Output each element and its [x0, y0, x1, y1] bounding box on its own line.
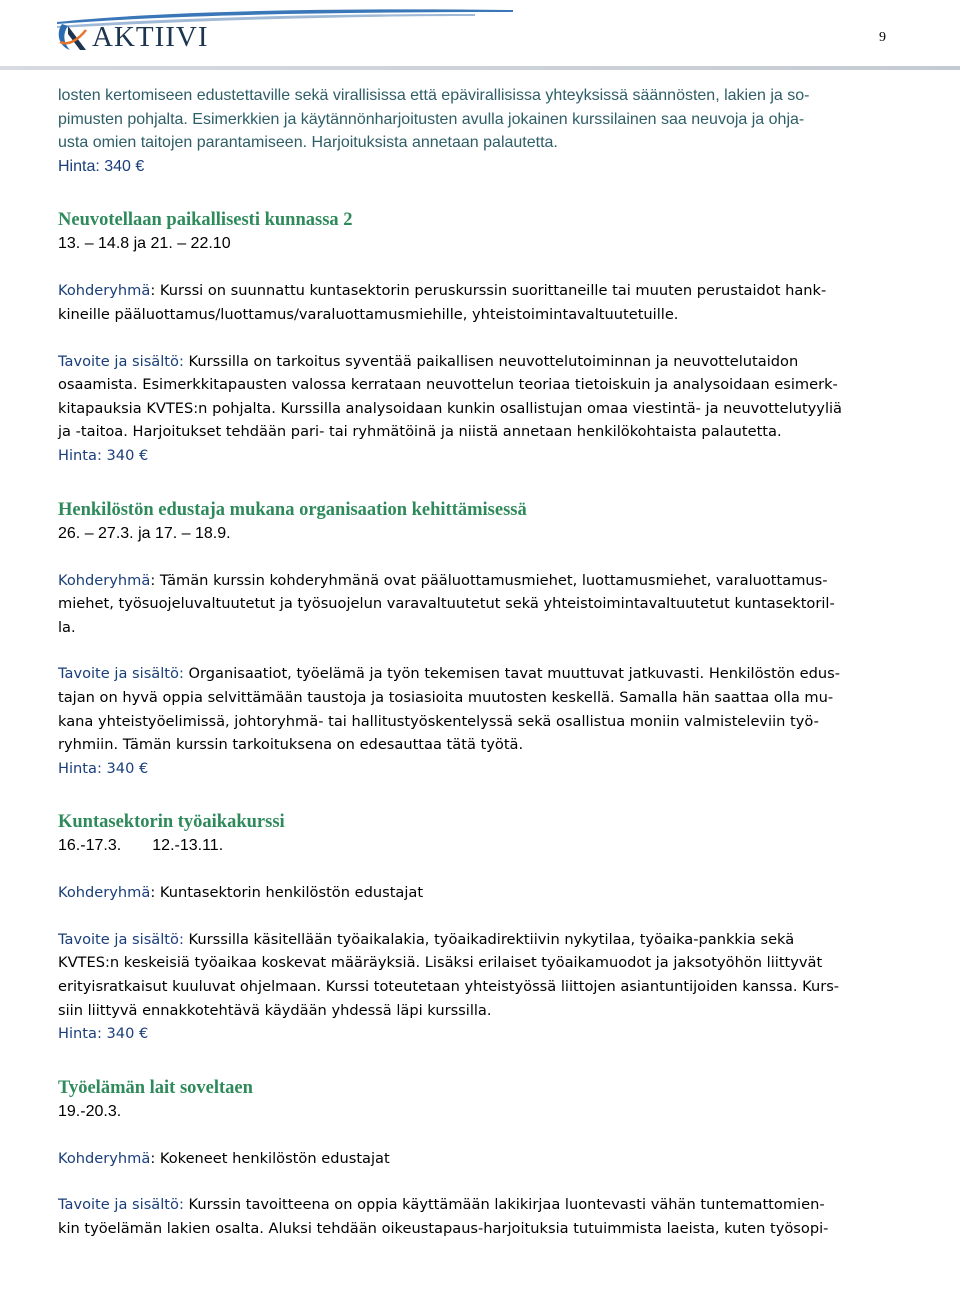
goal-line: erityisratkaisut kuuluvat ohjelmaan. Kurssi toteutetaan yhteistyössä liittojen asiantuntijoiden kanssa. Kurs- [58, 978, 840, 996]
goal-line: osaamista. Esimerkkitapausten valossa kerrataan neuvottelun teoriaa tietoiskuin ja analysoidaan esimerk- [58, 376, 838, 394]
goal-line: ryhmiin. Tämän kurssin tarkoituksena on edesauttaa tätä työtä. [58, 736, 524, 754]
goal-label: Tavoite ja sisältö: [58, 930, 184, 948]
page-header [0, 0, 960, 80]
target-group: Kohderyhmä: Kurssi on suunnattu kuntasektorin peruskurssin suorittaneille tai muuten perustaidot hank- [58, 282, 827, 300]
section-heading: Työelämän lait soveltaen [58, 1077, 253, 1098]
goal-line: kin työelämän lakien osalta. Aluksi tehdään oikeustapaus-harjoituksia tutuimmista laeista, kuten työsopi- [58, 1220, 829, 1238]
section-heading: Henkilöstön edustaja mukana organisaation kehittämisessä [58, 499, 527, 520]
target-group-line: kineille pääluottamus/luottamus/varaluottamusmiehille, yhteistoimintavaltuutetuille. [58, 305, 679, 323]
goal-line: siin liittyvä ennakkotehtävä käydään yhdessä läpi kurssilla. [58, 1001, 492, 1019]
goal-content: Tavoite ja sisältö: Kurssilla käsitellään työaikalakia, työaikadirektiivin nykytilaa, työaika-pankkia sekä [58, 930, 795, 948]
goal-line: tajan on hyvä oppia selvittämään taustoja ja tosiasioita muutosten keskellä. Samalla hän saattaa olla mu- [58, 688, 834, 706]
goal-content: Tavoite ja sisältö: Organisaatiot, työelämä ja työn tekemisen tavat muuttuvat jatkuvasti. Henkilöstön edus- [58, 665, 841, 683]
price-text: Hinta: 340 € [58, 759, 149, 777]
section-heading: Neuvotellaan paikallisesti kunnassa 2 [58, 210, 353, 231]
goal-content: Tavoite ja sisältö: Kurssin tavoitteena on oppia käyttämään lakikirjaa luontevasti vähän tuntemattomien- [58, 1196, 825, 1214]
goal-line: kitapauksia KVTES:n pohjalta. Kurssilla analysoidaan kunkin osallistujan omaa viestintä- ja neuvottelutyyliä [58, 399, 842, 417]
intro-line: usta omien taitojen parantamiseen. Harjoituksista annetaan palautetta. [58, 134, 558, 152]
page-content [58, 84, 908, 1241]
goal-label: Tavoite ja sisältö: [58, 352, 184, 370]
page-number: 9 [879, 30, 886, 45]
price-text: Hinta: 340 € [58, 157, 145, 175]
target-group: Kohderyhmä: Kuntasektorin henkilöstön edustajat [58, 884, 424, 902]
goal-label: Tavoite ja sisältö: [58, 665, 184, 683]
section-heading: Kuntasektorin työaikakurssi [58, 812, 285, 833]
target-group-line: miehet, työsuojeluvaltuutetut ja työsuojelun varavaltuutetut sekä yhteistoimintavaltuutetut kuntasektoril- [58, 595, 835, 613]
intro-line: pimusten pohjalta. Esimerkkien ja käytännönharjoitusten avulla jokainen kurssilainen saa neuvoja ja ohja- [58, 110, 805, 128]
course-dates: 16.-17.3. 12.-13.11. [58, 837, 224, 855]
course-dates: 26. – 27.3. ja 17. – 18.9. [58, 524, 231, 542]
header-divider [0, 66, 960, 70]
target-label: Kohderyhmä [58, 571, 151, 589]
target-group-line: la. [58, 618, 76, 636]
target-group: Kohderyhmä: Kokeneet henkilöstön edustajat [58, 1149, 390, 1167]
target-label: Kohderyhmä [58, 884, 151, 902]
logo-wordmark: AKTIIVI [92, 21, 209, 53]
price-text: Hinta: 340 € [58, 446, 149, 464]
target-label: Kohderyhmä [58, 1149, 151, 1167]
course-dates: 19.-20.3. [58, 1102, 122, 1120]
goal-line: kana yhteistyöelimissä, johtoryhmä- tai hallitustyöskentelyssä sekä osallistua moniin valmisteleviin työ- [58, 712, 819, 730]
intro-line: losten kertomiseen edustettaville sekä virallisissa että epävirallisissa yhteyksissä säännösten, lakien ja so- [58, 87, 810, 104]
goal-label: Tavoite ja sisältö: [58, 1196, 184, 1214]
goal-content: Tavoite ja sisältö: Kurssilla on tarkoitus syventää paikallisen neuvottelutoiminnan ja neuvottelutaidon [58, 352, 799, 370]
course-dates: 13. – 14.8 ja 21. – 22.10 [58, 235, 231, 253]
course-section [58, 810, 908, 1046]
goal-line: ja -taitoa. Harjoitukset tehdään pari- tai ryhmätöinä ja niistä annetaan henkilökohtaista palautetta. [58, 423, 782, 441]
course-section [58, 1076, 908, 1241]
course-section [58, 498, 908, 781]
price-text: Hinta: 340 € [58, 1025, 149, 1043]
target-label: Kohderyhmä [58, 282, 151, 300]
target-group: Kohderyhmä: Tämän kurssin kohderyhmänä ovat pääluottamusmiehet, luottamusmiehet, varaluottamus- [58, 571, 828, 589]
goal-line: KVTES:n keskeisiä työaikaa koskevat määräyksiä. Lisäksi erilaiset työaikamuodot ja jaksotyöhön liittyvät [58, 954, 823, 972]
course-section [58, 208, 908, 467]
aktiivi-logo-icon [56, 20, 90, 54]
